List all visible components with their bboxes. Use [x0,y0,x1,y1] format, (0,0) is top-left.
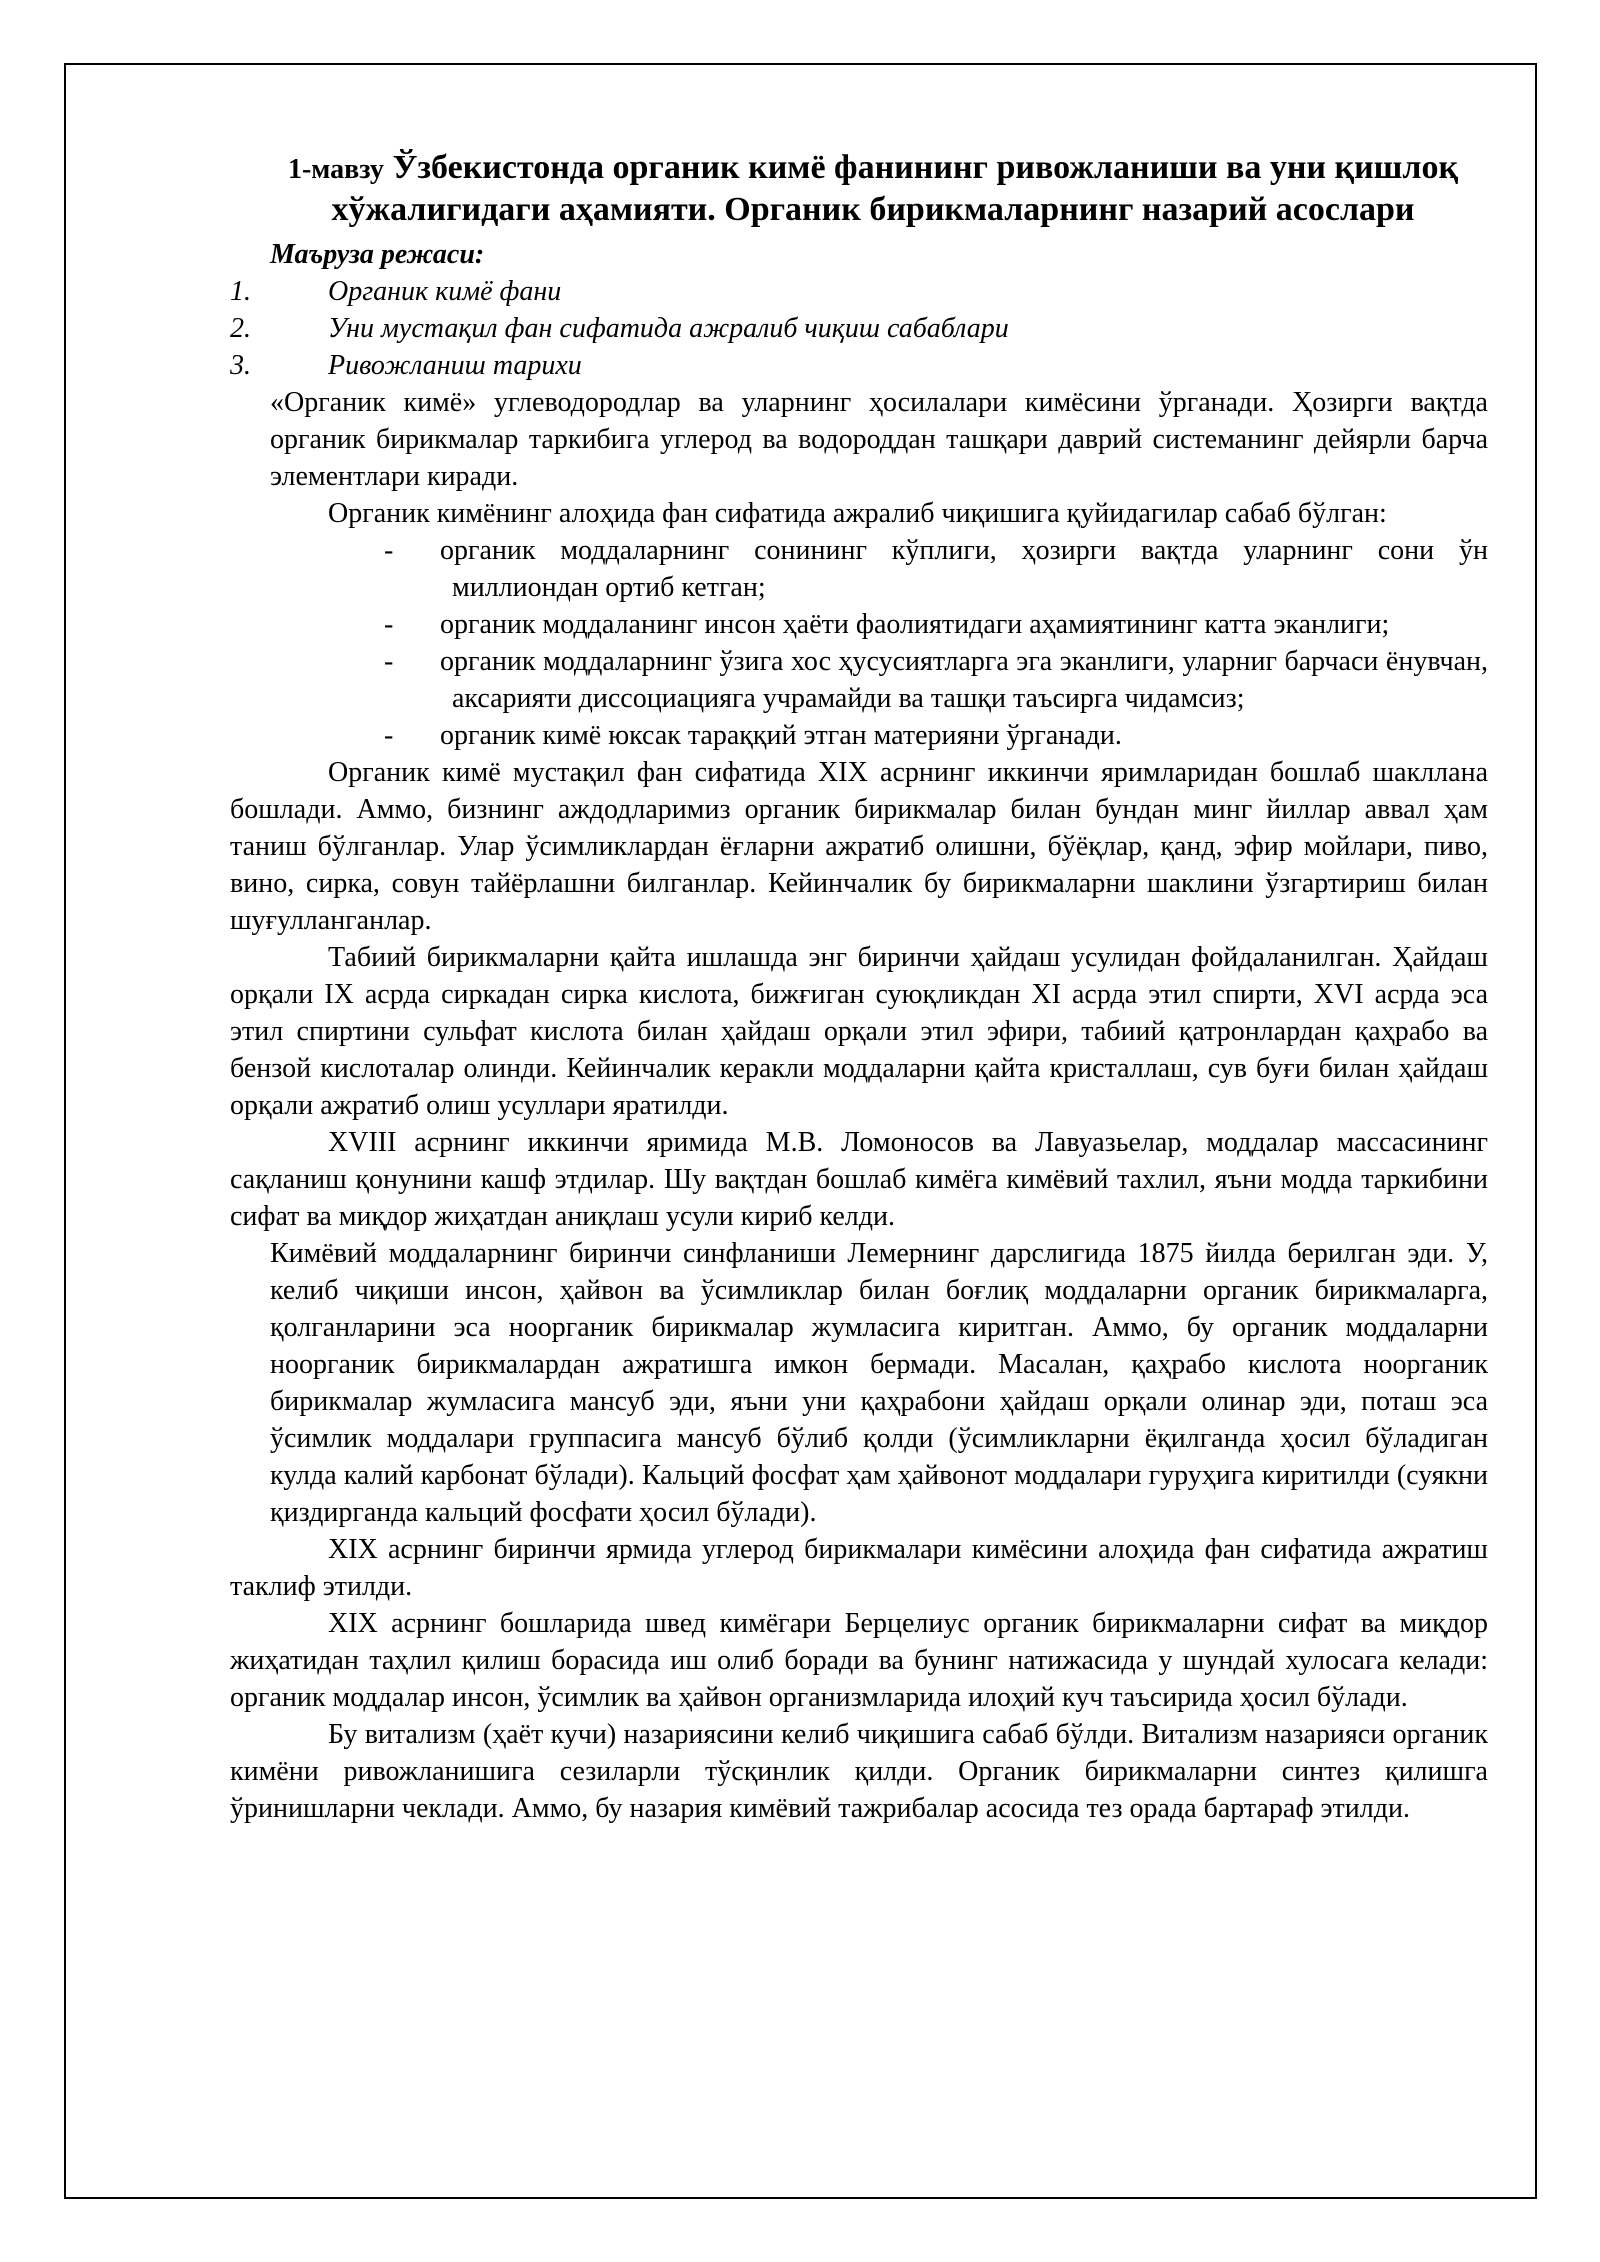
title-text: Ўзбекистонда органик кимё фанининг ривожланиши ва уни қишлоқ хўжалигидаги аҳамияти. Органик бирикмаларнинг назарий асослари [331,149,1459,228]
reason-text: органик моддаларнинг ўзига хос ҳусусиятларга эга эканлиги, уларниг барчаси ёнувчан, аксарияти диссоциацияга учрамайди ва ташқи таъсирга чидамсиз; [440,646,1488,714]
plan-item [230,273,1488,310]
paragraph-carbon-chemistry: XIX асрнинг биринчи ярмида углерод бирикмалари кимёсини алоҳида фан сифатида ажратиш таклиф этилди. [230,1534,1488,1602]
paragraph-berzelius: XIX асрнинг бошларида швед кимёгари Берцелиус органик бирикмаларни сифат ва миқдор жиҳатидан таҳлил қилиш борасида иш олиб боради ва бунинг натижасида у шундай хулосага келади: органик моддалар инсон, ўсимлик ва ҳайвон организмларида илоҳий куч таъсирида ҳосил бўлади. [230,1608,1488,1713]
plan-item [230,310,1488,347]
plan-item [230,347,1488,384]
dash-marker: - [384,609,394,640]
plan-item-number: 2. [230,313,251,344]
reason-list-item [230,717,1488,754]
plan-item-number: 1. [230,276,251,307]
reason-text: органик моддаларнинг сонининг кўплиги, ҳозирги вақтда уларнинг сони ўн миллиондан ортиб кетган; [440,535,1488,603]
plan-item-text: Уни мустақил фан сифатида ажралиб чиқиш сабаблари [328,313,1009,344]
document-title [230,148,1488,230]
plan-item-text: Органик кимё фани [328,276,562,307]
paragraph-classification: Кимёвий моддаларнинг биринчи синфланиши Лемернинг дарслигида 1875 йилда берилган эди. У, келиб чиқиши инсон, ҳайвон ва ўсимликлар билан боғлиқ моддаларни органик бирикмаларга, қолганларини эса ноорганик бирикмалар жумласига киритган. Аммо, бу органик моддаларни ноорганик бирикмалардан ажратишга имкон бермади. Масалан, қаҳрабо кислота ноорганик бирикмалар жумласига мансуб эди, яъни уни қаҳрабони ҳайдаш орқали олинар эди, поташ эса ўсимлик моддалари группасига мансуб бўлиб қолди (ўсимликларни ёқилганда ҳосил бўладиган кулда калий карбонат бўлади). Кальций фосфат ҳам ҳайвонот моддалари гуруҳига киритилди (суякни қиздирганда кальций фосфати ҳосил бўлади). [270,1238,1488,1528]
paragraph-distillation: Табиий бирикмаларни қайта ишлашда энг биринчи ҳайдаш усулидан фойдаланилган. Ҳайдаш орқали IX асрда сиркадан сирка кислота, бижғиган суюқликдан XI асрда этил спирти, XVI асрда эса этил спиртини сульфат кислота билан ҳайдаш орқали этил эфири, табиий қатронлардан қаҳрабо ва бензой кислоталар олинди. Кейинчалик керакли моддаларни қайта кристаллаш, сув буғи билан ҳайдаш орқали ажратиб олиш усуллари яратилди. [230,942,1488,1121]
reason-list-item [230,606,1488,643]
reason-list-item [230,532,1488,606]
dash-marker: - [384,535,394,566]
plan-item-number: 3. [230,350,251,381]
plan-heading: Маъруза режаси: [270,239,485,270]
plan-item-text: Ривожланиш тарихи [328,350,582,381]
paragraph-intro: «Органик кимё» углеводородлар ва уларнинг ҳосилалари кимёсини ўрганади. Ҳозирги вақтда органик бирикмалар таркибига углерод ва водороддан ташқари даврий системанинг дейярли барча элементлари киради. [270,387,1488,492]
dash-marker: - [384,646,394,677]
reason-list-item [230,643,1488,717]
reason-text: органик моддаланинг инсон ҳаёти фаолиятидаги аҳамиятининг катта эканлиги; [440,609,1390,640]
document-body [230,148,1488,1827]
paragraph-vitalism: Бу витализм (ҳаёт кучи) назариясини келиб чиқишига сабаб бўлди. Витализм назарияси органик кимёни ривожланишига сезиларли тўсқинлик қилди. Органик бирикмаларни синтез қилишга ўринишларни чеклади. Аммо, бу назария кимёвий тажрибалар асосида тез орада бартараф этилди. [230,1719,1488,1824]
paragraph-history: Органик кимё мустақил фан сифатида XIX асрнинг иккинчи яримларидан бошлаб шакллана бошлади. Аммо, бизнинг аждодларимиз органик бирикмалар билан бундан минг йиллар аввал ҳам таниш бўлганлар. Улар ўсимликлардан ёғларни ажратиб олишни, бўёқлар, қанд, эфир мойлари, пиво, вино, сирка, совун тайёрлашни билганлар. Кейинчалик бу бирикмаларни шаклини ўзгартириш билан шуғулланганлар. [230,757,1488,936]
paragraph-reasons: Органик кимёнинг алоҳида фан сифатида ажралиб чиқишига қуйидагилар сабаб бўлган: [328,498,1387,529]
dash-marker: - [384,720,394,751]
lecture-number: 1-мавзу [287,154,384,185]
reason-text: органик кимё юксак тараққий этган материяни ўрганади. [440,720,1122,751]
paragraph-lomonosov: XVIII асрнинг иккинчи яримида М.В. Ломоносов ва Лавуазьелар, моддалар массасининг сақланиш қонунини кашф этдилар. Шу вақтдан бошлаб кимёга кимёвий тахлил, яъни модда таркибини сифат ва миқдор жиҳатдан аниқлаш усули кириб келди. [230,1127,1488,1232]
